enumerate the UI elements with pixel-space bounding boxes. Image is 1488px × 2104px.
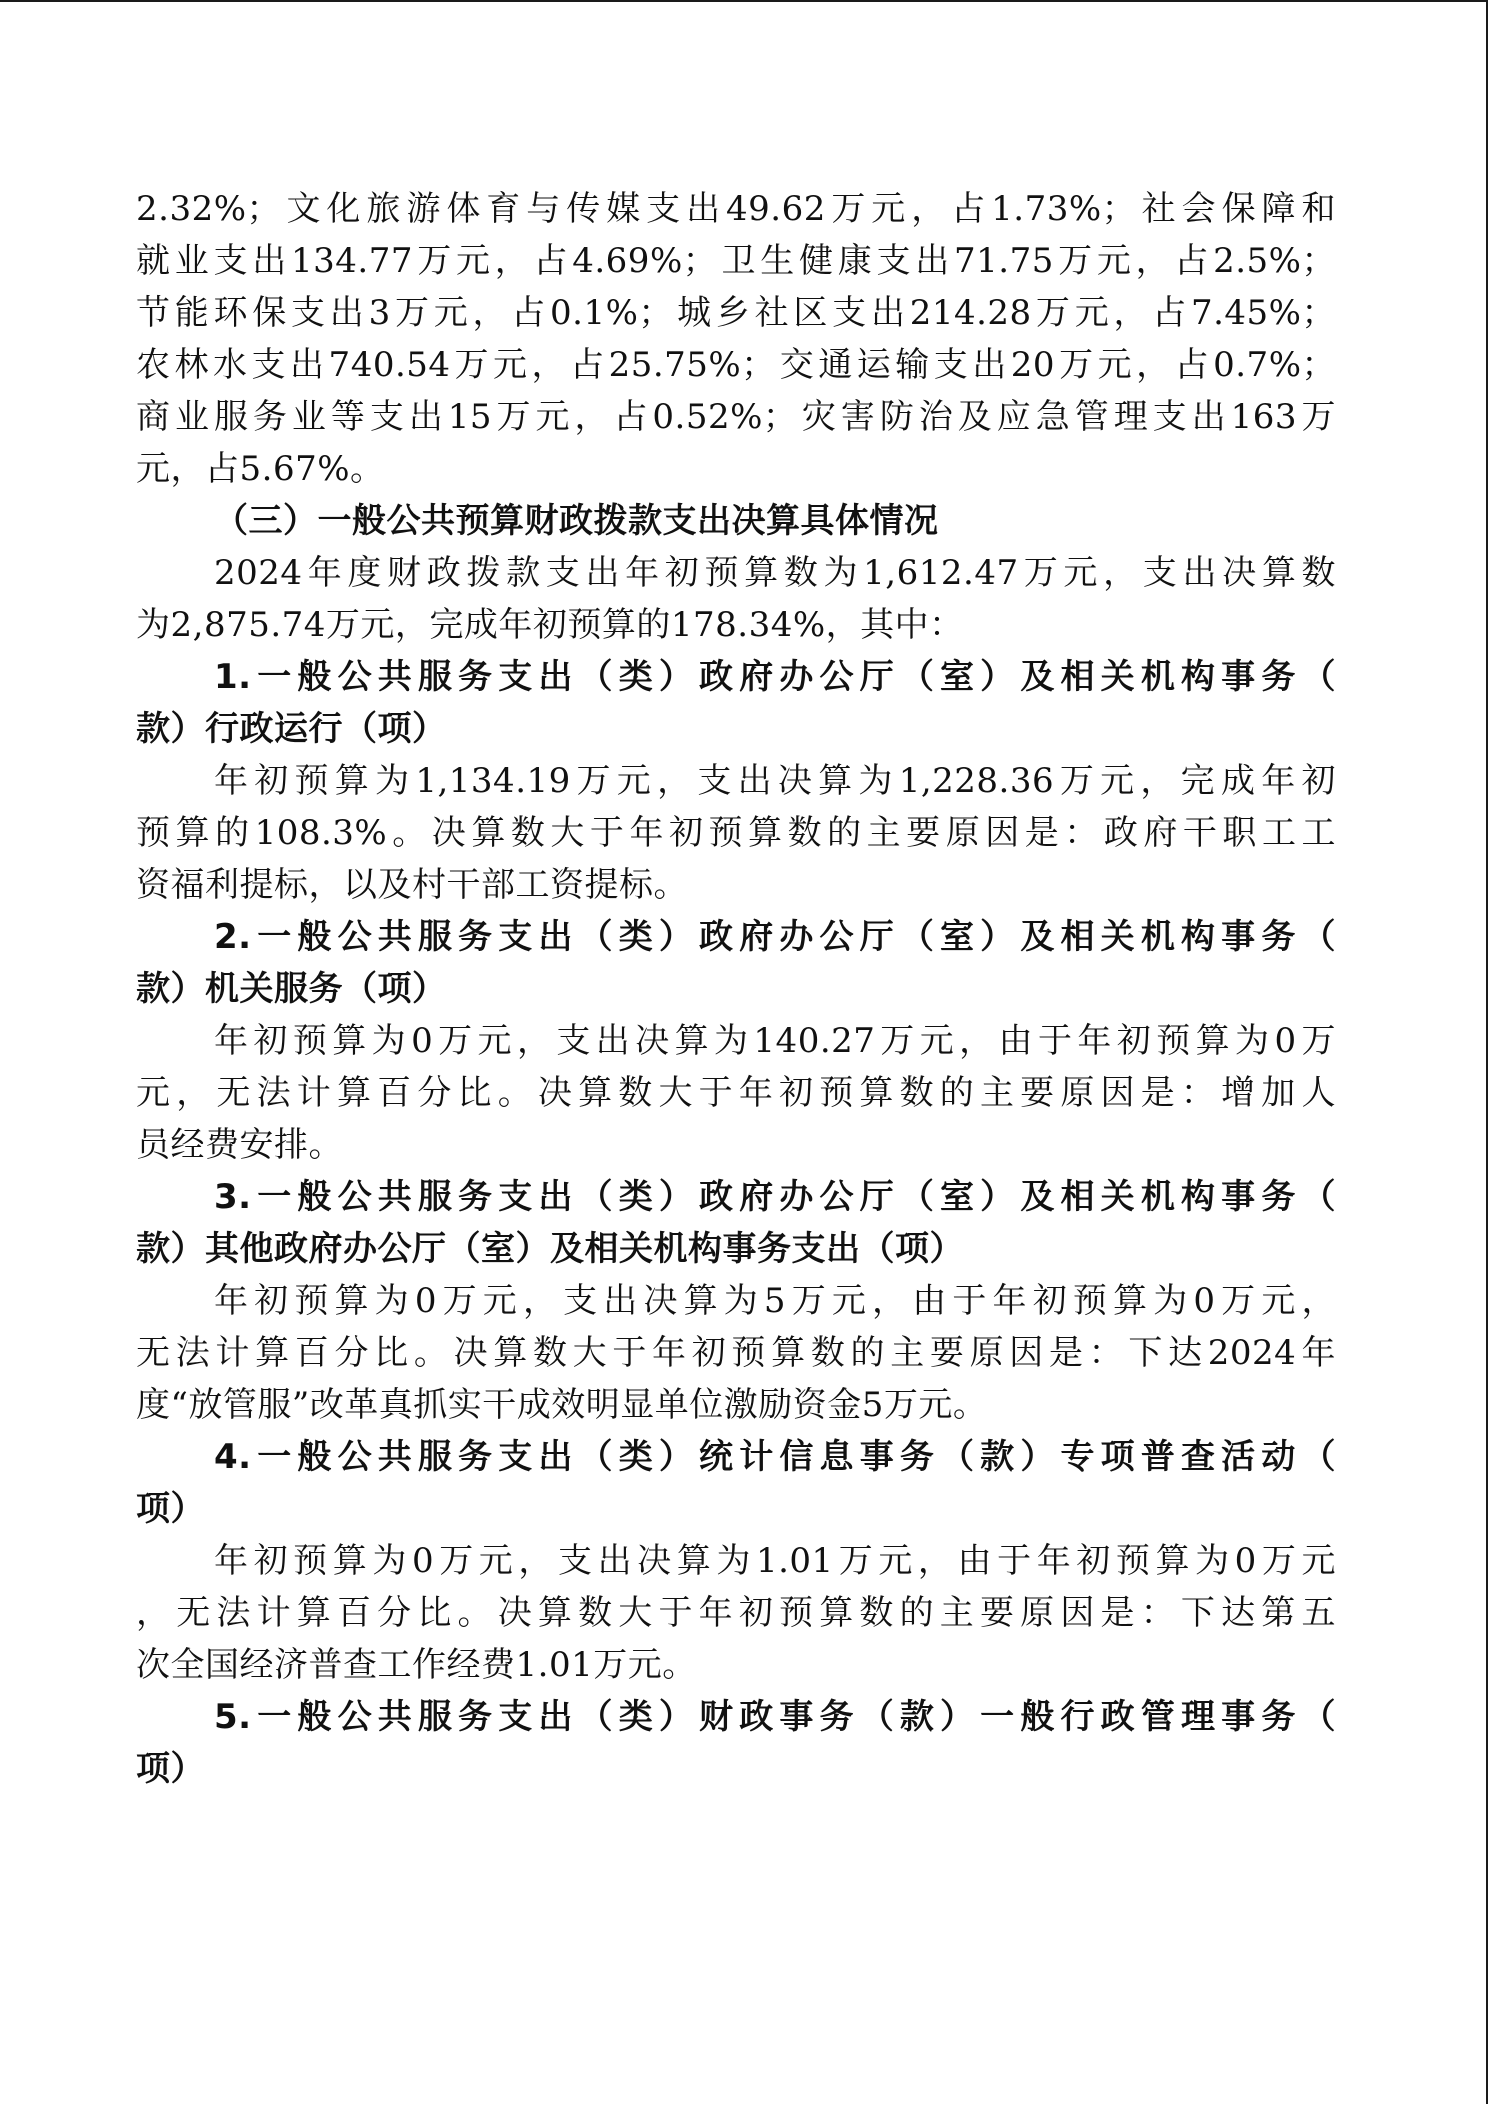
section-heading-line: 款）机关服务（项）: [136, 969, 447, 1009]
paragraph-line: 年初预算为1,134.19万元，支出决算为1,228.36万元，完成年初: [214, 761, 1336, 801]
paragraph-line: 员经费安排。: [136, 1125, 343, 1165]
paragraph-line: 资福利提标，以及村干部工资提标。: [136, 865, 688, 905]
paragraph-line: 无法计算百分比。决算数大于年初预算数的主要原因是：下达2024年: [136, 1333, 1336, 1373]
section-heading-line: 3.一般公共服务支出（类）政府办公厅（室）及相关机构事务（: [214, 1177, 1336, 1217]
paragraph-line: 节能环保支出3万元，占0.1%；城乡社区支出214.28万元，占7.45%；: [136, 293, 1336, 333]
paragraph-line: 农林水支出740.54万元，占25.75%；交通运输支出20万元，占0.7%；: [136, 345, 1336, 385]
document-body: [136, 183, 1336, 1795]
section-heading-line: 5.一般公共服务支出（类）财政事务（款）一般行政管理事务（: [214, 1697, 1336, 1737]
section-heading-line: 款）行政运行（项）: [136, 709, 447, 749]
paragraph-line: 元，占5.67%。: [136, 449, 385, 489]
section-heading-line: 项）: [136, 1489, 205, 1529]
paragraph-line: ，无法计算百分比。决算数大于年初预算数的主要原因是：下达第五: [136, 1593, 1336, 1633]
section-heading-line: 1.一般公共服务支出（类）政府办公厅（室）及相关机构事务（: [214, 657, 1336, 697]
section-heading-line: 款）其他政府办公厅（室）及相关机构事务支出（项）: [136, 1229, 964, 1269]
paragraph-line: 度“放管服”改革真抓实干成效明显单位激励资金5万元。: [136, 1385, 988, 1425]
paragraph-line: 年初预算为0万元，支出决算为1.01万元，由于年初预算为0万元: [214, 1541, 1336, 1581]
section-heading-line: 项）: [136, 1749, 205, 1789]
paragraph-line: 年初预算为0万元，支出决算为140.27万元，由于年初预算为0万: [214, 1021, 1336, 1061]
paragraph-line: 年初预算为0万元，支出决算为5万元，由于年初预算为0万元，: [214, 1281, 1336, 1321]
paragraph-line: 2.32%；文化旅游体育与传媒支出49.62万元，占1.73%；社会保障和: [136, 189, 1336, 229]
section-heading-line: 2.一般公共服务支出（类）政府办公厅（室）及相关机构事务（: [214, 917, 1336, 957]
paragraph-line: 次全国经济普查工作经费1.01万元。: [136, 1645, 697, 1685]
paragraph-line: 就业支出134.77万元，占4.69%；卫生健康支出71.75万元，占2.5%；: [136, 241, 1336, 281]
section-heading-line: （三）一般公共预算财政拨款支出决算具体情况: [214, 501, 939, 541]
paragraph-line: 2024年度财政拨款支出年初预算数为1,612.47万元，支出决算数: [214, 553, 1336, 593]
paragraph-line: 预算的108.3%。决算数大于年初预算数的主要原因是：政府干职工工: [136, 813, 1336, 853]
paragraph-line: 元，无法计算百分比。决算数大于年初预算数的主要原因是：增加人: [136, 1073, 1336, 1113]
paragraph-line: 为2,875.74万元，完成年初预算的178.34%，其中：: [136, 605, 964, 645]
paragraph-line: 商业服务业等支出15万元，占0.52%；灾害防治及应急管理支出163万: [136, 397, 1336, 437]
section-heading-line: 4.一般公共服务支出（类）统计信息事务（款）专项普查活动（: [214, 1437, 1336, 1477]
